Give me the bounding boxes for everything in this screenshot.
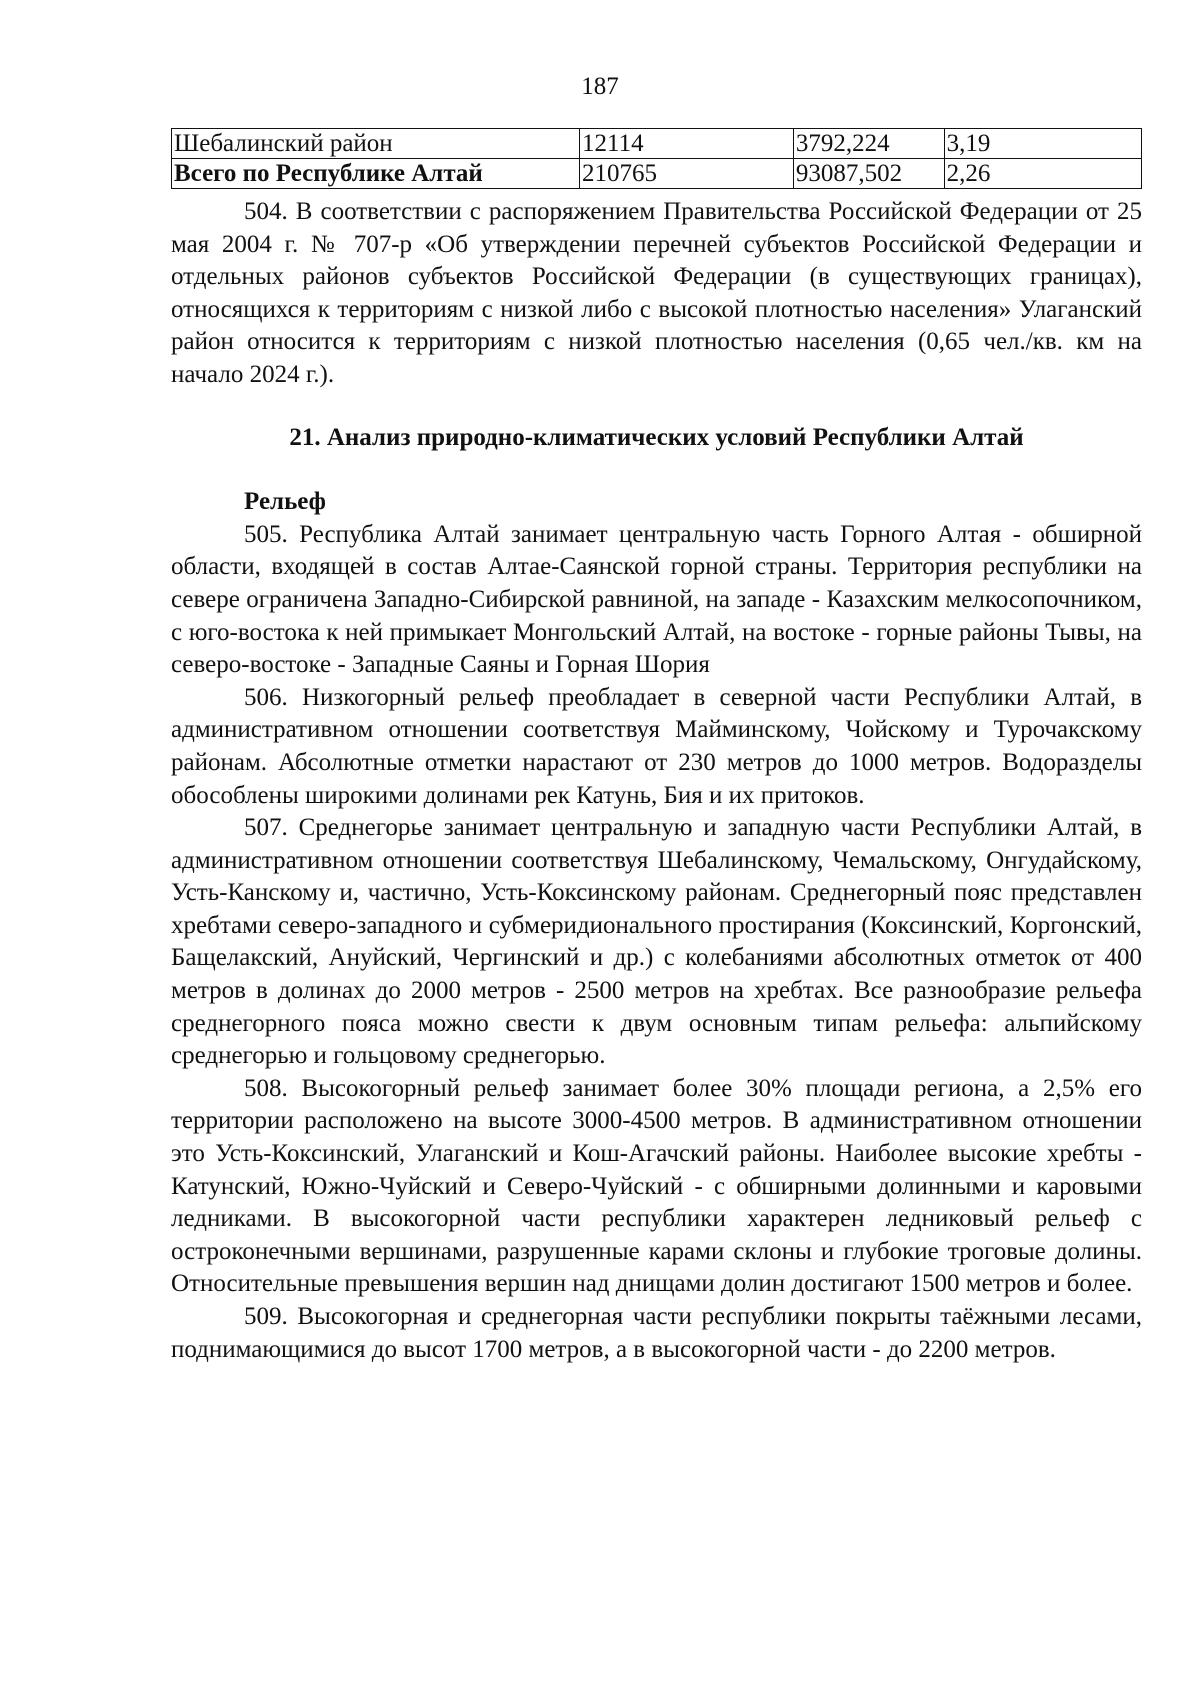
table-cell-density: 2,26 [944, 159, 1141, 189]
table-cell-district: Всего по Республике Алтай [172, 159, 580, 189]
table-cell-density: 3,19 [944, 129, 1141, 159]
section-heading: 21. Анализ природно-климатических условий Республики Алтай [289, 423, 1024, 451]
table-cell-area: 93087,502 [793, 159, 944, 189]
paragraph-506: 506. Низкогорный рельеф преобладает в северной части Республики Алтай, в административном отношении соответствуя Майминскому, Чойскому и Турочакскому районам. Абсолютные отметки нарастают от 230 метров до 1000 метров. Водоразделы обособлены широкими долинами рек Катунь, Бия и их притоков. [171, 683, 1142, 809]
table-row [172, 129, 1142, 159]
table-row-total [172, 159, 1142, 189]
subsection-heading: Рельеф [244, 488, 326, 516]
document-body [171, 196, 1142, 1366]
table-cell-population: 210765 [580, 159, 794, 189]
paragraph-509: 509. Высокогорная и среднегорная части республики покрыты таёжными лесами, поднимающимися до высот 1700 метров, а в высокогорной части - до 2200 метров. [171, 1303, 1142, 1363]
paragraph-508: 508. Высокогорный рельеф занимает более 30% площади региона, а 2,5% его территории расположено на высоте 3000-4500 метров. В административном отношении это Усть-Коксинский, Улаганский и Кош-Агачский районы. Наиболее высокие хребты - Катунский, Южно-Чуйский и Северо-Чуйский - с обширными долинными и каровыми ледниками. В высокогорной части республики характерен ледниковый рельеф с остроконечными вершинами, разрушенные карами склоны и глубокие троговые долины. Относительные превышения вершин над днищами долин достигают 1500 метров и более. [171, 1074, 1142, 1298]
population-density-table [171, 128, 1142, 189]
paragraph-507: 507. Среднегорье занимает центральную и западную части Республики Алтай, в административном отношении соответствуя Шебалинскому, Чемальскому, Онгудайскому, Усть-Канскому и, частично, Усть-Коксинскому районам. Среднегорный пояс представлен хребтами северо-западного и субмеридионального простирания (Коксинский, Коргонский, Бащелакский, Ануйский, Чергинский и др.) с колебаниями абсолютных отметок от 400 метров в долинах до 2000 метров - 2500 метров на хребтах. Все разнообразие рельефа среднегорного пояса можно свести к двум основным типам рельефа: альпийскому среднегорью и гольцовому среднегорью. [171, 814, 1142, 1070]
table-cell-area: 3792,224 [793, 129, 944, 159]
paragraph-504: 504. В соответствии с распоряжением Правительства Российской Федерации от 25 мая 2004 г. № 707-р «Об утверждении перечней субъектов Российской Федерации и отдельных районов субъектов Российской Федерации (в существующих границах), относящихся к территориям с низкой либо с высокой плотностью населения» Улаганский район относится к территориям с низкой плотностью населения (0,65 чел./кв. км на начало 2024 г.). [171, 198, 1142, 388]
table-cell-district: Шебалинский район [172, 129, 580, 159]
page-number: 187 [581, 73, 619, 100]
paragraph-505: 505. Республика Алтай занимает центральную часть Горного Алтая - обширной области, входящей в состав Алтае-Саянской горной страны. Территория республики на севере ограничена Западно-Сибирской равниной, на западе - Казахским мелкосопочником, с юго-востока к ней примыкает Монгольский Алтай, на востоке - горные районы Тывы, на северо-востоке - Западные Саяны и Горная Шория [171, 520, 1142, 679]
table-cell-population: 12114 [580, 129, 794, 159]
